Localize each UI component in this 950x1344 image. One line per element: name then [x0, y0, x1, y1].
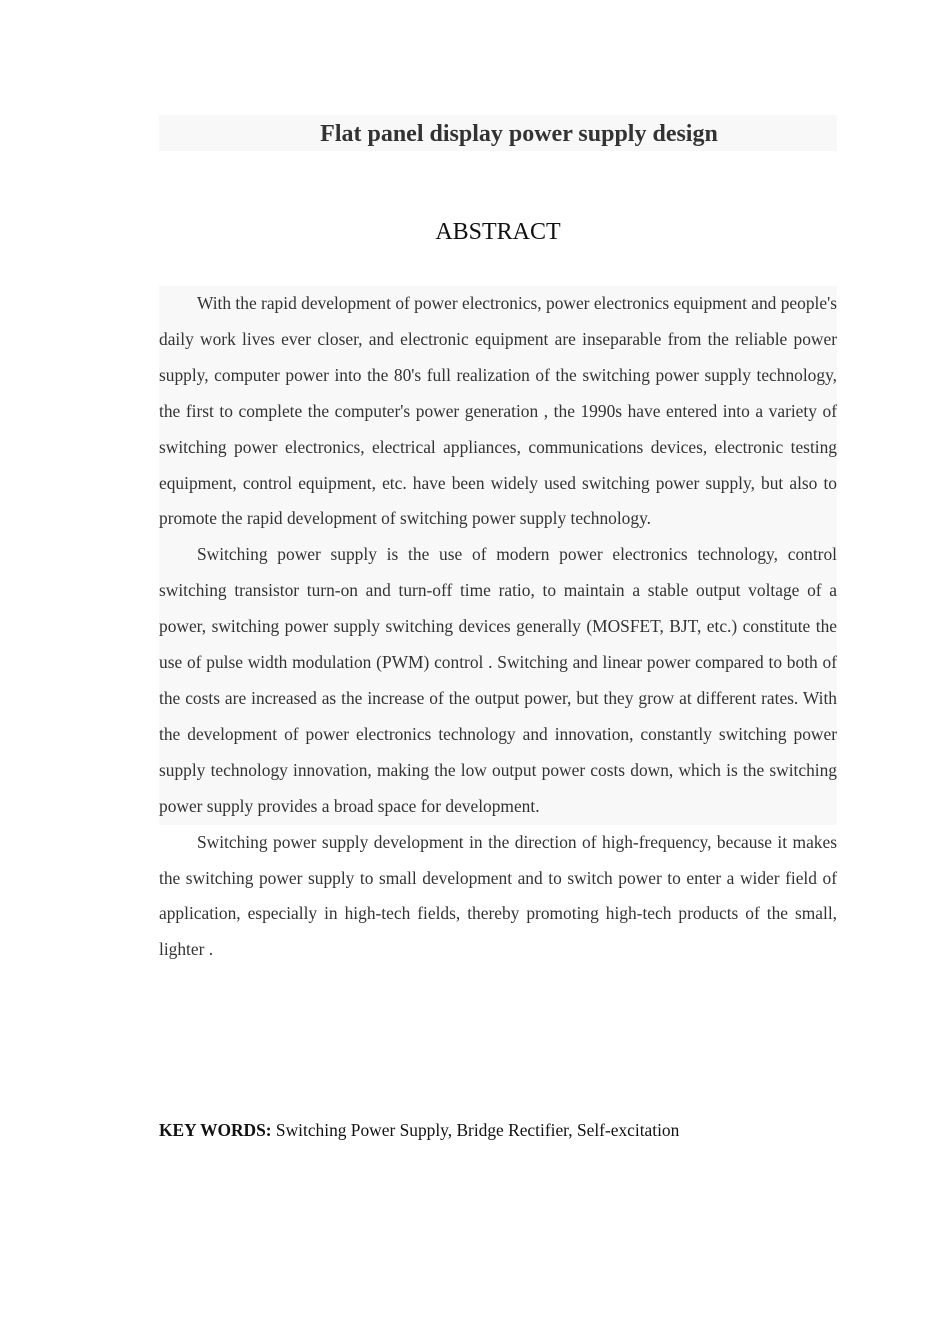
keywords-line [159, 1112, 837, 1148]
document-title: Flat panel display power supply design [320, 121, 718, 147]
abstract-paragraph-1: With the rapid development of power electronics, power electronics equipment and people's daily work lives ever closer, and electronic equipment are inseparable from the reliable power supply, computer power into the 80's full realization of the switching power supply technology, the first to complete the computer's power generation , the 1990s have entered into a variety of switching power electronics, electrical appliances, communications devices, electronic testing equipment, control equipment, etc. have been widely used switching power supply, but also to promote the rapid development of switching power supply technology. [159, 286, 837, 537]
abstract-paragraph-3: Switching power supply development in the direction of high-frequency, because it makes the switching power supply to small development and to switch power to enter a wider field of application, especially in high-tech fields, thereby promoting high-tech products of the small, lighter . [159, 831, 837, 960]
abstract-heading: ABSTRACT [435, 219, 561, 245]
keywords-text: Switching Power Supply, Bridge Rectifier, Self-excitation [271, 1120, 680, 1140]
keywords-label: KEY WORDS: [159, 1120, 272, 1140]
abstract-paragraph-2: Switching power supply is the use of modern power electronics technology, control switching transistor turn-on and turn-off time ratio, to maintain a stable output voltage of a power, switching power supply switching devices generally (MOSFET, BJT, etc.) constitute the use of pulse width modulation (PWM) control . Switching and linear power compared to both of the costs are increased as the increase of the output power, but they grow at different rates. With the development of power electronics technology and innovation, constantly switching power supply technology innovation, making the low output power costs down, which is the switching power supply provides a broad space for development. [159, 537, 837, 824]
abstract-body [159, 286, 837, 968]
